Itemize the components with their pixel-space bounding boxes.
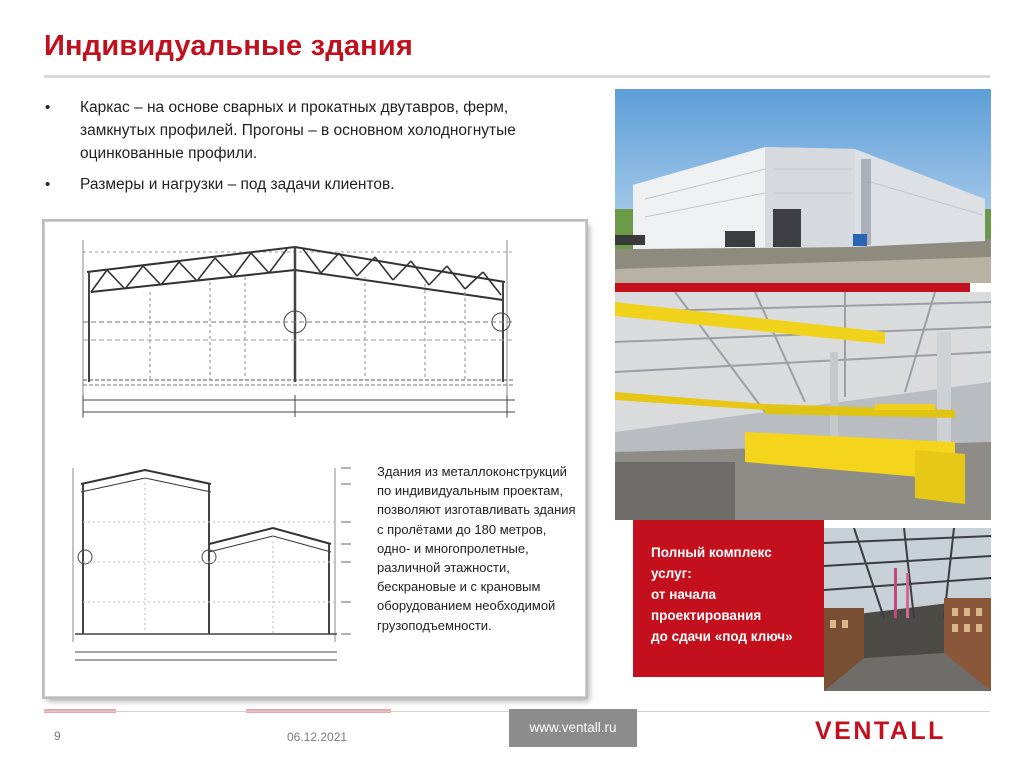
services-line: услуг: <box>651 566 692 581</box>
bullet-item: • Размеры и нагрузки – под задачи клиентов. <box>44 173 564 196</box>
services-callout <box>633 520 824 677</box>
services-line: до сдачи «под ключ» <box>651 629 793 644</box>
services-text <box>651 542 793 647</box>
building-exterior-photo <box>615 89 991 283</box>
bullet-item: • Каркас – на основе сварных и прокатных двутавров, ферм, замкнутых профилей. Прогоны – в основном холодногнутые оцинкованные профили. <box>44 96 564 165</box>
panel-description: Здания из металлоконструкций по индивидуальным проектам, позволяют изготавливать здания с пролётами до 180 метров, одно- и многопролетные, различной этажности, бескрановые и с крановым оборудованием необходимой грузоподъемности. <box>377 464 576 633</box>
logo-text: VENTALL <box>815 717 946 743</box>
title-divider <box>44 75 990 78</box>
crane-workshop-photo <box>615 292 991 520</box>
page-number: 9 <box>54 729 61 743</box>
services-line: Полный комплекс <box>651 545 772 560</box>
services-line: проектирования <box>651 608 762 623</box>
ventall-logo <box>815 717 991 748</box>
frame-drawings-panel <box>44 221 586 697</box>
slide-title: Индивидуальные здания <box>44 30 414 62</box>
bullet-list <box>44 96 564 204</box>
slide-date: 06.12.2021 <box>287 730 348 744</box>
services-line: от начала <box>651 587 717 602</box>
interior-hall-photo <box>824 528 991 691</box>
website-link[interactable]: www.ventall.ru <box>509 709 637 747</box>
